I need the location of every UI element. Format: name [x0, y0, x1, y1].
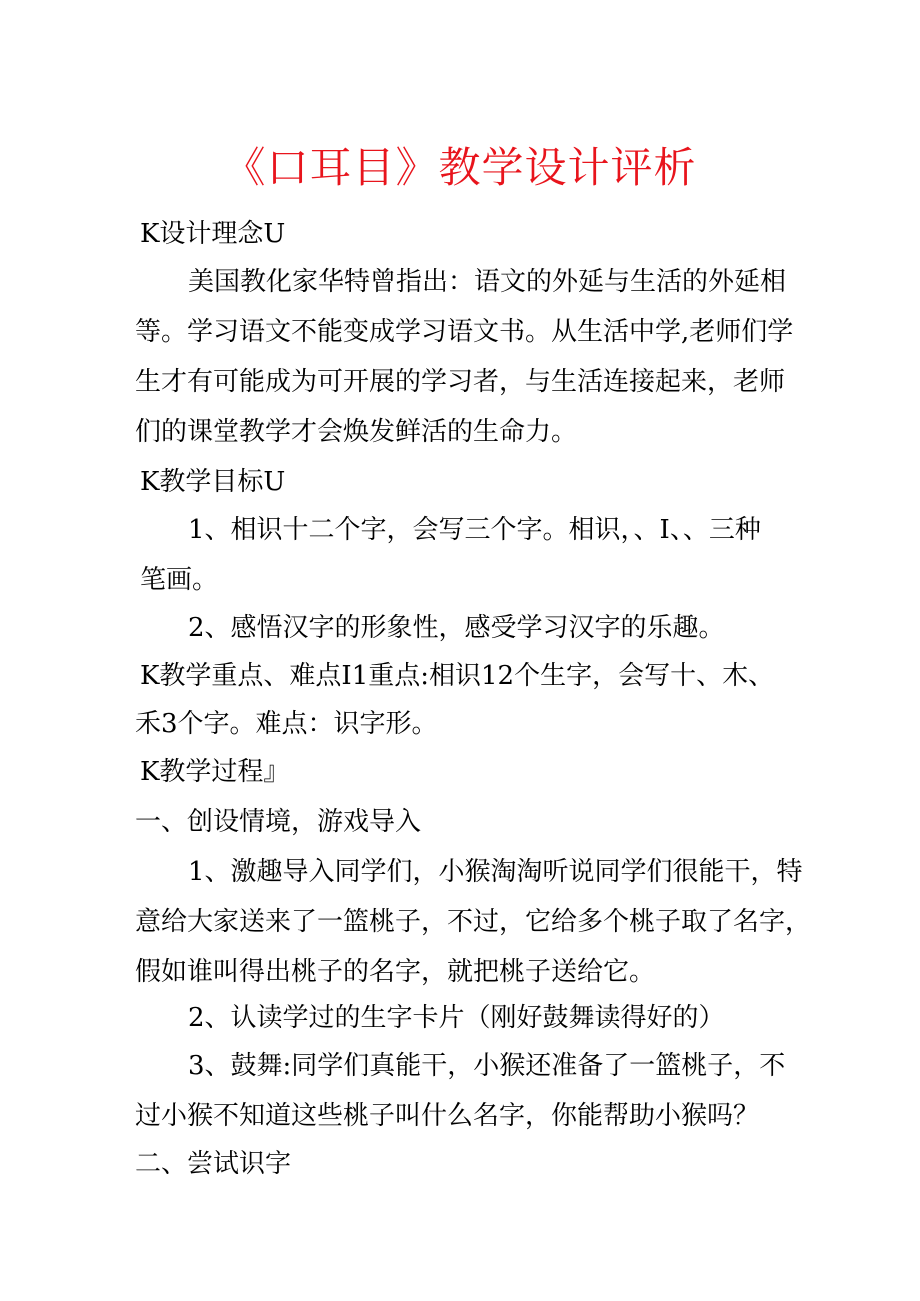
heading-teaching-process: K教学过程』: [140, 757, 290, 787]
section-heading-1: 一、创设情境，游戏导入: [135, 807, 422, 837]
heading-key-points: K教学重点、难点I1重点:相识12个生字，会写十、木、: [140, 661, 775, 691]
goal-item-1: 1、相识十二个字，会写三个字。相识，、I、、三种: [188, 515, 761, 545]
key-points-continued: 禾3个字。难点：识字形。: [135, 709, 438, 739]
paragraph-line: 们的课堂教学才会焕发鲜活的生命力。: [135, 417, 578, 447]
paragraph-line: 生才有可能成为可开展的学习者，与生活连接起来，老师: [135, 367, 786, 397]
process-item-1-continued: 意给大家送来了一篮桃子，不过，它给多个桃子取了名字，: [135, 907, 812, 937]
section-heading-2: 二、尝试识字: [135, 1149, 292, 1179]
goal-item-2: 2、感悟汉字的形象性，感受学习汉字的乐趣。: [188, 613, 725, 643]
document-title: 《口耳目》教学设计评析: [223, 143, 697, 192]
process-item-3-continued: 过小猴不知道这些桃子叫什么名字，你能帮助小猴吗？: [135, 1101, 760, 1131]
paragraph-line: 美国教化家华特曾指出：语文的外延与生活的外延相: [188, 267, 787, 297]
paragraph-line: 等。学习语文不能变成学习语文书。从生活中学,老师们学: [135, 317, 794, 347]
process-item-2: 2、认读学过的生字卡片（刚好鼓舞读得好的）: [188, 1003, 725, 1033]
heading-teaching-goals: K教学目标U: [140, 467, 286, 497]
process-item-1: 1、激趣导入同学们，小猴淘淘听说同学们很能干，特: [188, 857, 803, 887]
process-item-1-continued: 假如谁叫得出桃子的名字，就把桃子送给它。: [135, 957, 656, 987]
goal-item-1-continued: 笔画。: [140, 565, 219, 595]
heading-design-concept: K设计理念U: [140, 219, 286, 249]
process-item-3: 3、鼓舞:同学们真能干，小猴还准备了一篮桃子，不: [188, 1051, 786, 1081]
